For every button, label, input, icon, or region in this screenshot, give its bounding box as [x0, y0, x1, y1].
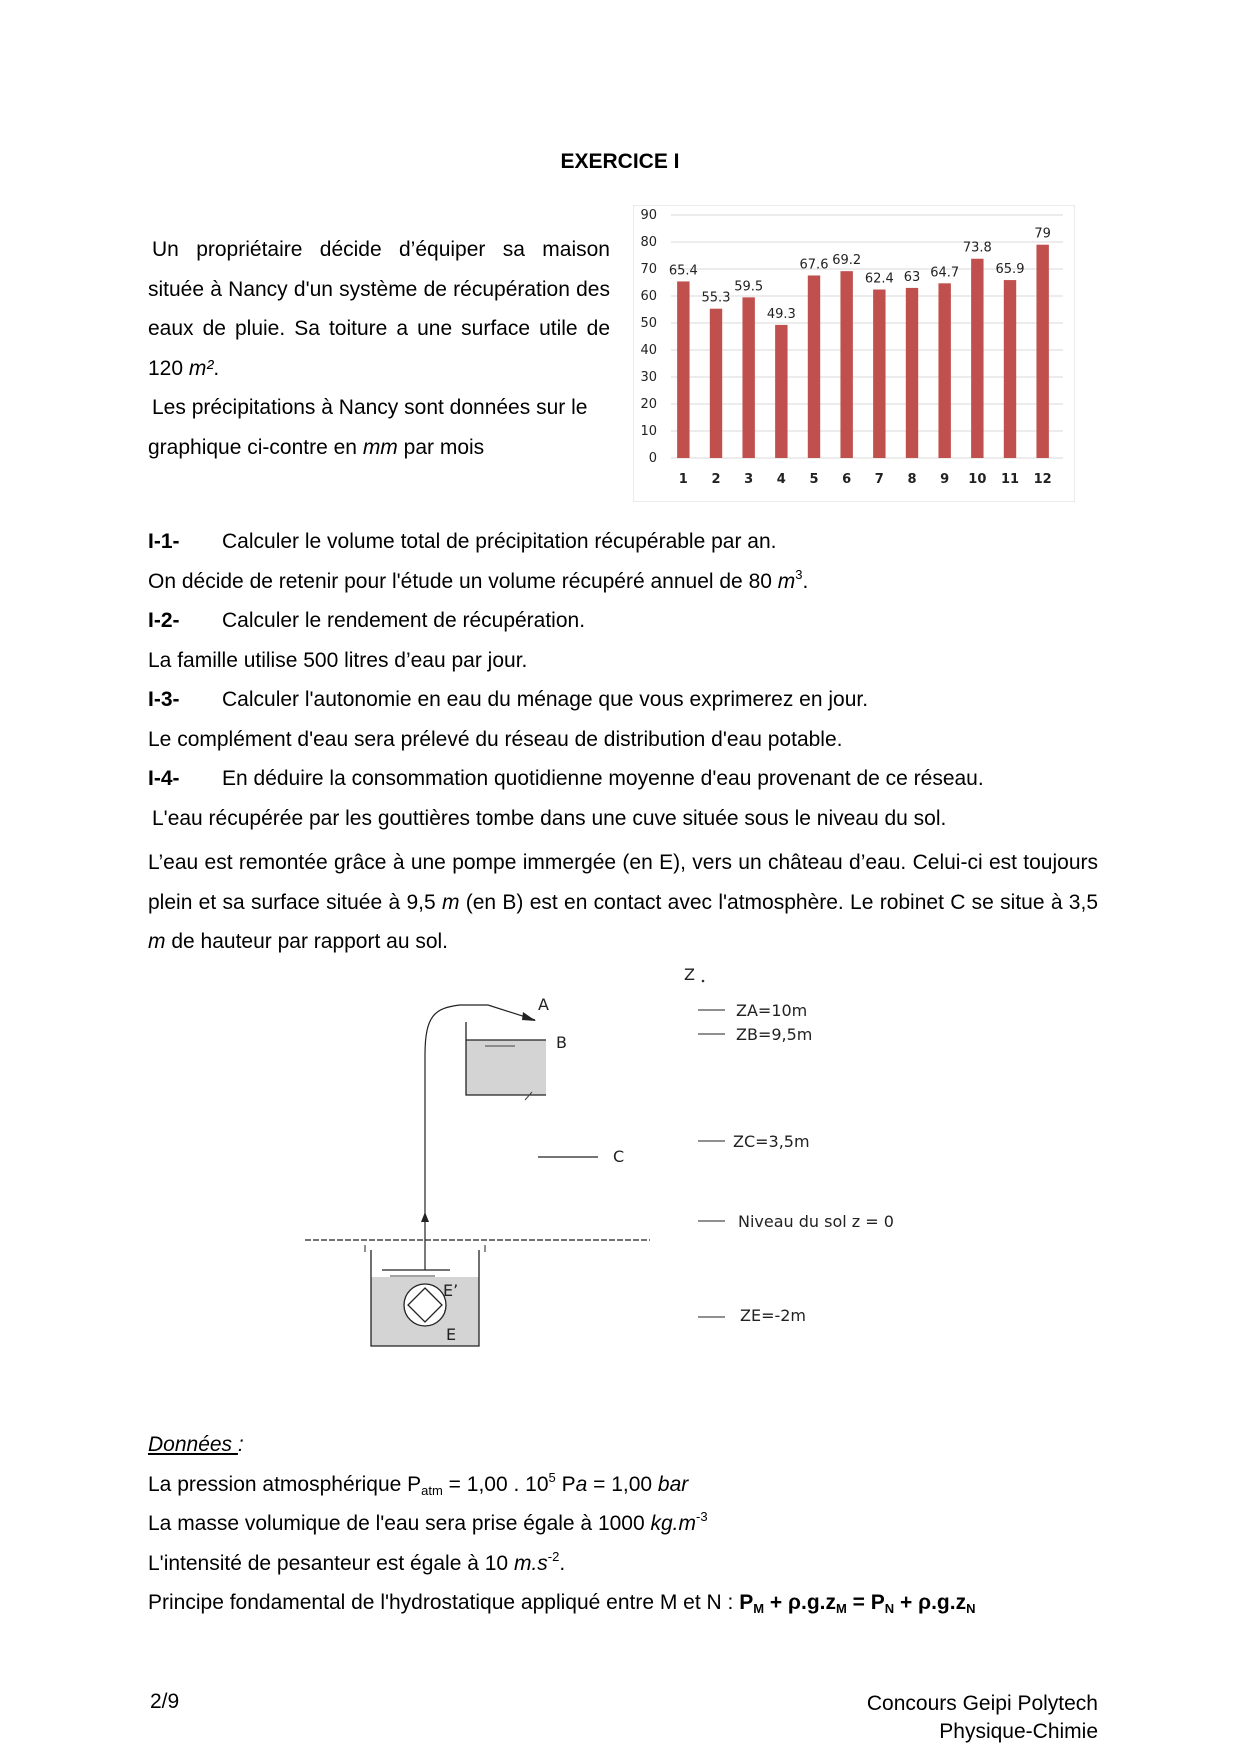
statement-5-text-c: de hauteur par rapport au sol.	[165, 930, 449, 954]
intro-p1-unit: m²	[188, 356, 214, 380]
data-1-text: La pression atmosphérique P	[148, 1472, 422, 1496]
data-label: 69.2	[832, 253, 862, 269]
point-a-label: A	[538, 995, 549, 1014]
data-line-1	[148, 1465, 975, 1505]
formula-sub-2: M	[835, 1601, 847, 1617]
data-heading	[148, 1425, 975, 1465]
intro-p2-text: Les précipitations à Nancy sont données sur le graphique ci-contre en	[148, 396, 588, 459]
footer-info	[867, 1690, 1098, 1746]
y-tick-label: 50	[640, 316, 657, 331]
tower-air	[466, 1030, 546, 1040]
hydrostatic-formula	[739, 1591, 976, 1617]
x-tick-label: 3	[744, 472, 754, 487]
data-1-text-d: = 1,00	[587, 1472, 658, 1496]
statement-5	[148, 843, 1098, 962]
intro-text	[148, 230, 610, 468]
question-1-text: Calculer le volume total de précipitation récupérable par an.	[222, 530, 777, 553]
question-3-text: Calculer l'autonomie en eau du ménage que vous exprimerez en jour.	[222, 688, 869, 711]
x-tick-label: 6	[842, 472, 852, 487]
bar	[1004, 280, 1016, 458]
formula-part-4: + ρ.g.z	[894, 1591, 967, 1615]
water-tower-diagram	[300, 960, 940, 1380]
data-label: 55.3	[701, 290, 731, 306]
level-b-label: ZB=9,5m	[736, 1025, 813, 1044]
bar	[742, 297, 754, 458]
point-b-label: B	[556, 1033, 567, 1052]
question-4-label: I-4-	[148, 767, 180, 790]
statement-5-unit-2: m	[148, 930, 166, 954]
statement-5-text-a: L’eau est remontée grâce à une pompe immergée (en E), vers un château d’eau. Celui-ci est toujours plein et sa surface située à 9,5	[148, 851, 1098, 914]
bar	[906, 288, 918, 458]
statement-5-text-b: (en B) est en contact avec l'atmosphère. Le robinet C se situe à 3,5	[459, 890, 1098, 914]
x-tick-label: 8	[907, 472, 917, 487]
data-label: 65.9	[995, 262, 1025, 278]
x-tick-label: 4	[776, 472, 786, 487]
statement-1-exponent: 3	[795, 567, 803, 582]
statement-5-paragraph	[148, 843, 1098, 962]
question-2	[148, 609, 585, 633]
data-label: 64.7	[930, 265, 960, 281]
data-line-3	[148, 1544, 975, 1584]
tower-water	[466, 1040, 546, 1095]
question-3	[148, 688, 868, 712]
bar	[677, 281, 689, 458]
question-2-text: Calculer le rendement de récupération.	[222, 609, 586, 632]
x-tick-label: 9	[940, 472, 950, 487]
statement-1-unit: m	[777, 570, 796, 593]
data-line-2	[148, 1504, 975, 1544]
x-tick-label: 5	[809, 472, 819, 487]
data-1-unit: a	[575, 1472, 588, 1496]
y-tick-label: 40	[640, 343, 657, 358]
intro-paragraph-1	[148, 230, 610, 388]
data-heading-text: Données	[148, 1433, 238, 1456]
data-1-exp: 5	[548, 1469, 556, 1485]
data-label: 67.6	[799, 257, 829, 273]
x-tick-label: 11	[1000, 472, 1020, 487]
bar	[873, 290, 885, 458]
level-c-label: ZC=3,5m	[733, 1132, 810, 1151]
data-2-exp: -3	[696, 1509, 708, 1525]
precipitation-bar-chart	[633, 205, 1075, 502]
bar	[808, 275, 820, 458]
z-axis-dot	[702, 980, 705, 983]
data-line-4	[148, 1583, 975, 1623]
data-3-end: .	[559, 1551, 566, 1575]
data-1-sub: atm	[421, 1482, 443, 1498]
intro-p2-end: par mois	[397, 435, 485, 459]
data-3-unit: m.s	[513, 1551, 548, 1575]
statement-1-end: .	[802, 570, 809, 593]
y-tick-label: 90	[640, 208, 657, 223]
pipe-arrow	[421, 1212, 429, 1222]
intro-p1-end: .	[213, 356, 220, 380]
data-label: 49.3	[766, 306, 796, 322]
data-label: 65.4	[668, 263, 698, 279]
data-4-text: Principe fondamental de l'hydrostatique appliqué entre M et N :	[148, 1591, 740, 1615]
y-tick-label: 70	[640, 262, 657, 277]
bar	[840, 271, 852, 458]
data-label: 59.5	[734, 279, 764, 295]
question-1	[148, 530, 776, 554]
data-label: 79	[1034, 226, 1051, 242]
statement-4: L'eau récupérée par les gouttières tombe dans une cuve située sous le niveau du sol.	[152, 807, 947, 830]
point-c-label: C	[613, 1147, 625, 1166]
data-label: 73.8	[962, 240, 992, 256]
level-a-label: ZA=10m	[736, 1001, 808, 1020]
bar	[1036, 245, 1048, 458]
level-e-label: ZE=-2m	[740, 1306, 807, 1325]
point-e-label: E	[446, 1325, 457, 1344]
statement-3: Le complément d'eau sera prélevé du réseau de distribution d'eau potable.	[148, 728, 843, 751]
data-2-text: La masse volumique de l'eau sera prise égale à 1000	[148, 1512, 651, 1536]
x-tick-label: 12	[1033, 472, 1052, 487]
y-tick-label: 0	[648, 451, 657, 466]
statement-5-unit-1: m	[441, 890, 460, 914]
intro-p1-text: Un propriétaire décide d’équiper sa maison située à Nancy d'un système de récupération des eaux de pluie. Sa toiture a une surface utile de 120	[148, 238, 610, 380]
y-tick-label: 10	[640, 424, 657, 439]
bar	[938, 283, 950, 458]
statement-2: La famille utilise 500 litres d’eau par jour.	[148, 649, 528, 672]
y-tick-label: 20	[640, 397, 657, 412]
outlet-arrow	[522, 1012, 536, 1021]
point-e-prime-label: E’	[443, 1281, 459, 1300]
page-number: 2/9	[150, 1690, 180, 1713]
data-3-exp: -2	[547, 1548, 560, 1564]
formula-sub-1: M	[753, 1601, 765, 1617]
statement-1	[148, 567, 809, 594]
statement-1-text: On décide de retenir pour l'étude un volume récupéré annuel de 80	[148, 570, 778, 593]
formula-sub-3: N	[884, 1601, 895, 1617]
data-3-text: L'intensité de pesanteur est égale à 10	[148, 1551, 514, 1575]
y-tick-label: 80	[640, 235, 657, 250]
bar	[775, 325, 787, 458]
x-tick-label: 10	[968, 472, 987, 487]
data-label: 62.4	[864, 271, 894, 287]
level-ground-label: Niveau du sol z = 0	[738, 1212, 894, 1231]
question-1-label: I-1-	[148, 530, 180, 553]
intro-p2-unit: mm	[362, 435, 398, 459]
formula-part-3: = P	[846, 1591, 885, 1615]
data-2-unit: kg.m	[650, 1512, 697, 1536]
bar	[710, 309, 722, 458]
data-1-text-c: P	[555, 1472, 576, 1496]
x-tick-label: 2	[711, 472, 721, 487]
question-4	[148, 767, 984, 791]
data-heading-colon: :	[237, 1433, 244, 1456]
question-2-label: I-2-	[148, 609, 180, 632]
question-4-text: En déduire la consommation quotidienne moyenne d'eau provenant de ce réseau.	[222, 767, 984, 790]
data-1-unit-2: bar	[657, 1472, 689, 1496]
x-tick-label: 1	[678, 472, 688, 487]
y-tick-label: 60	[640, 289, 657, 304]
exercise-title: EXERCICE I	[560, 150, 680, 173]
data-1-text-b: = 1,00 . 10	[442, 1472, 549, 1496]
formula-part-1: P	[739, 1591, 754, 1615]
bar	[971, 259, 983, 458]
x-tick-label: 7	[874, 472, 884, 487]
z-axis-label: Z	[684, 965, 695, 984]
subject-name: Physique-Chimie	[939, 1720, 1098, 1743]
data-label: 63	[903, 269, 921, 285]
intro-paragraph-2	[148, 388, 610, 467]
formula-sub-4: N	[966, 1601, 976, 1617]
contest-name: Concours Geipi Polytech	[866, 1692, 1098, 1715]
formula-part-2: + ρ.g.z	[764, 1591, 836, 1615]
y-tick-label: 30	[640, 370, 657, 385]
data-section	[148, 1425, 975, 1623]
question-3-label: I-3-	[148, 688, 180, 711]
